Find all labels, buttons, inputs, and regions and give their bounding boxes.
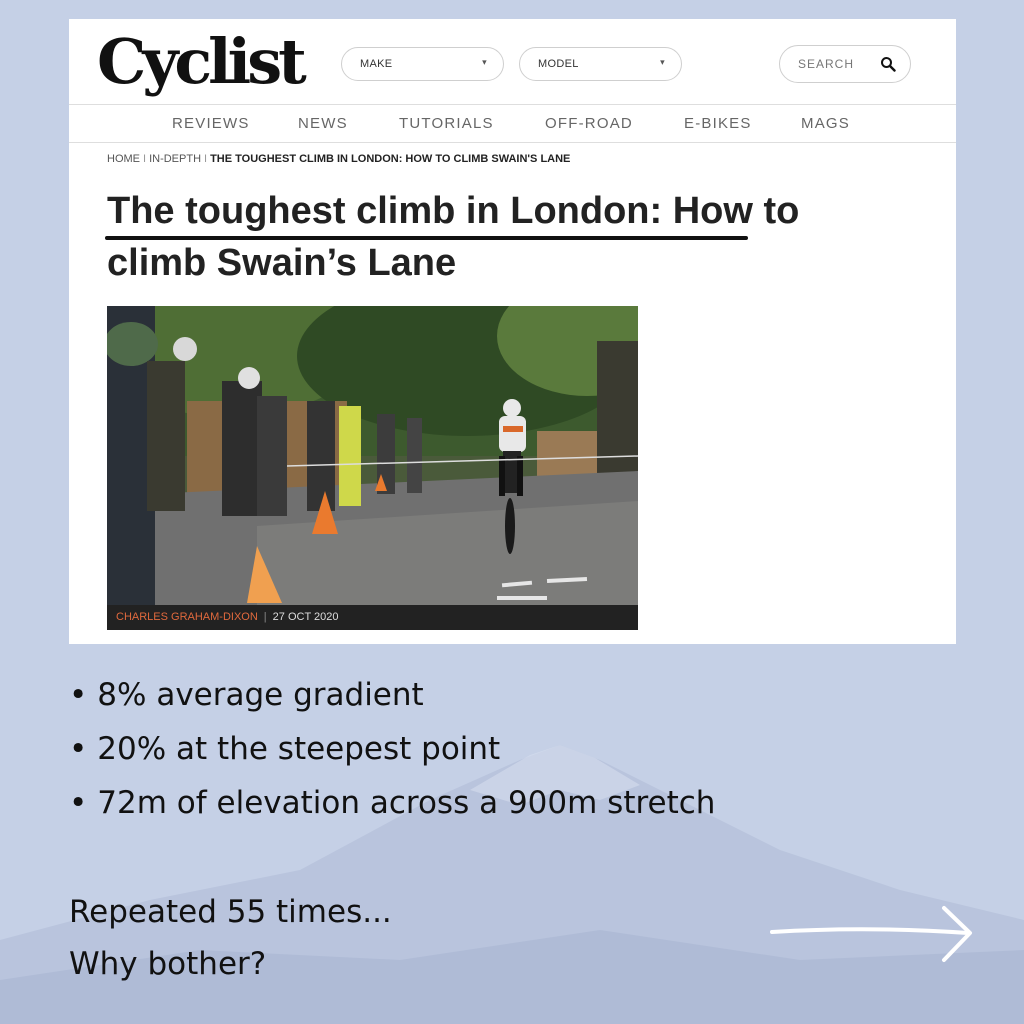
search-input[interactable] [779,45,911,83]
nav-news[interactable]: NEWS [298,115,348,132]
breadcrumb-home[interactable]: HOME [107,153,140,165]
search-icon[interactable] [880,56,896,72]
model-select-label: MODEL [538,58,579,70]
breadcrumb-section[interactable]: IN-DEPTH [149,153,202,165]
arrow-right-icon[interactable] [768,900,978,966]
make-select[interactable] [341,47,504,81]
breadcrumb-current: THE TOUGHEST CLIMB IN LONDON: HOW TO CLIMB SWAIN'S LANE [210,153,571,165]
closing-line1: Repeated 55 times... [69,894,392,930]
nav-reviews[interactable]: REVIEWS [172,115,250,132]
stat-item: • 8% average gradient [69,677,424,713]
caption-author[interactable]: CHARLES GRAHAM-DIXON [116,611,258,623]
site-header [69,19,956,104]
search-placeholder: SEARCH [798,57,855,71]
caret-down-icon: ▾ [660,57,665,67]
nav-e-bikes[interactable]: E-BIKES [684,115,752,132]
nav-mags[interactable]: MAGS [801,115,850,132]
photo-caption: CHARLES GRAHAM-DIXON | 27 OCT 2020 [107,605,638,630]
breadcrumb: HOME I IN-DEPTH I THE TOUGHEST CLIMB IN LONDON: HOW TO CLIMB SWAIN'S LANE [107,153,571,165]
nav-tutorials[interactable]: TUTORIALS [399,115,494,132]
stats-list [69,672,715,834]
closing-line2: Why bother? [69,946,267,982]
model-select[interactable] [519,47,682,81]
caret-down-icon: ▾ [482,57,487,67]
main-nav [69,104,956,143]
article-headline-line1: The toughest climb in London: How to [107,190,800,232]
closing-text [69,886,392,990]
article-photo [107,306,638,605]
article-screenshot [69,19,956,644]
make-select-label: MAKE [360,58,393,70]
stat-item: • 20% at the steepest point [69,731,501,767]
stat-item: • 72m of elevation across a 900m stretch [69,785,716,821]
stat-text: 8% average gradient [97,677,424,713]
caption-date: 27 OCT 2020 [272,611,339,623]
stat-text: 20% at the steepest point [97,731,501,767]
site-logo[interactable]: Cyclist [97,25,303,98]
article-headline-line2: climb Swain’s Lane [107,242,457,284]
stat-text: 72m of elevation across a 900m stretch [97,785,716,821]
nav-off-road[interactable]: OFF-ROAD [545,115,633,132]
